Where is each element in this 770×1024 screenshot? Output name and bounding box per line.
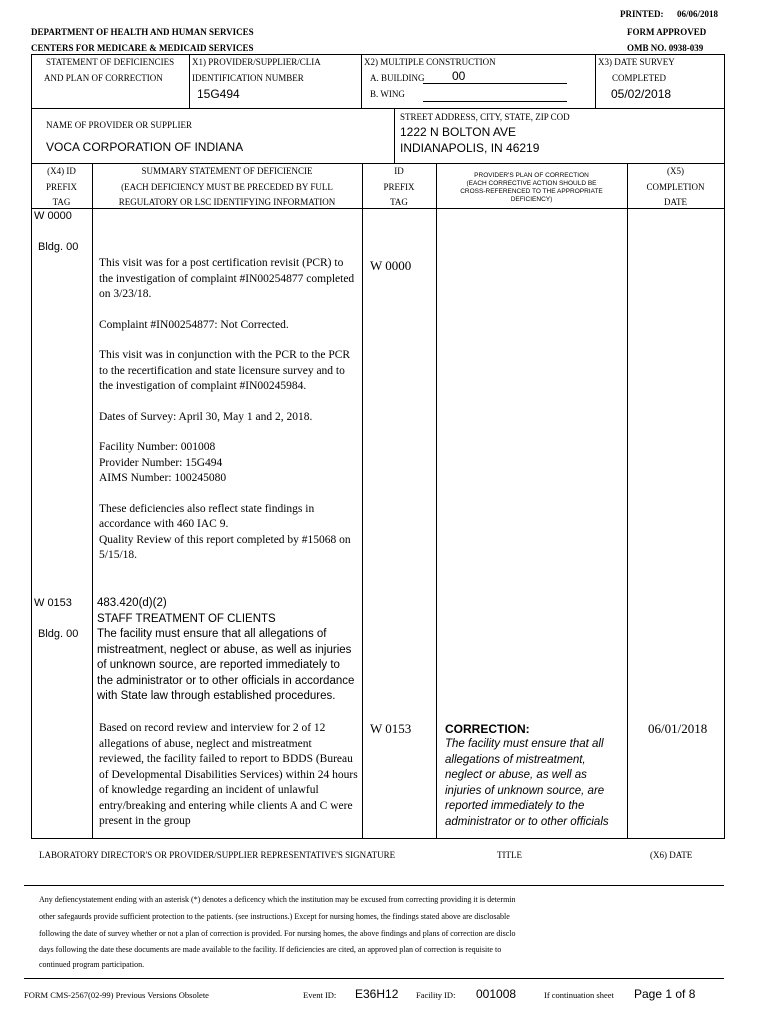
id-header-3: TAG bbox=[390, 197, 408, 207]
provider-name-label: NAME OF PROVIDER OR SUPPLIER bbox=[46, 120, 193, 130]
summary-w0000 bbox=[99, 256, 359, 579]
x5-header-1: (X5) bbox=[667, 166, 684, 176]
id-w0153: W 0153 bbox=[370, 721, 412, 736]
signature-label: LABORATORY DIRECTOR'S OR PROVIDER/SUPPLIER REPRESENTATIVE'S SIGNATURE bbox=[39, 850, 396, 860]
statement-label-1: STATEMENT OF DEFICIENCIES bbox=[46, 57, 175, 67]
disclaimer-line-2: other safegaurds provide sufficient protection to the patients. (see instructions.) Except for nursing homes, the findings stated above are disclosable bbox=[39, 912, 510, 921]
id-w0000: W 0000 bbox=[370, 258, 412, 273]
summary-header-3: REGULATORY OR LSC IDENTIFYING INFORMATION bbox=[118, 197, 336, 207]
regulation-title: STAFF TREATMENT OF CLIENTS bbox=[97, 612, 276, 625]
provider-number: Provider Number: 15G494 bbox=[99, 456, 223, 469]
x3-label-1: X3) DATE SURVEY bbox=[598, 57, 675, 67]
x1-label-2: IDENTIFICATION NUMBER bbox=[192, 73, 304, 83]
regulation-block bbox=[97, 596, 359, 705]
correction-text: The facility must ensure that all allegations of mistreatment, neglect or abuse, as well as injuries of unknown source, are reported immediately to the administrator or to other officials bbox=[445, 738, 609, 828]
dates-paragraph: Dates of Survey: April 30, May 1 and 2, 2018. bbox=[99, 410, 313, 423]
bldg-label-2: Bldg. 00 bbox=[38, 628, 79, 640]
complaint-paragraph: Complaint #IN00254877: Not Corrected. bbox=[99, 318, 289, 331]
disclaimer-line-5: continued program participation. bbox=[39, 960, 145, 969]
form-number: FORM CMS-2567(02-99) Previous Versions Obsolete bbox=[24, 990, 209, 1000]
pcr-paragraph: This visit was for a post certification revisit (PCR) to the investigation of complaint #IN00254877 completed on 3/23/18. bbox=[99, 257, 355, 300]
x1-label-1: X1) PROVIDER/SUPPLIER/CLIA bbox=[192, 57, 321, 67]
x2-label: X2) MULTIPLE CONSTRUCTION bbox=[364, 57, 496, 67]
title-label: TITLE bbox=[497, 850, 522, 860]
address-label: STREET ADDRESS, CITY, STATE, ZIP COD bbox=[400, 112, 570, 122]
quality-review-text: Quality Review of this report completed by #15068 on 5/15/18. bbox=[99, 533, 351, 561]
summary-header-1: SUMMARY STATEMENT OF DEFICIENCIE bbox=[141, 166, 313, 176]
x4-header-2: PREFIX bbox=[45, 182, 77, 192]
provider-name-value: VOCA CORPORATION OF INDIANA bbox=[46, 140, 244, 154]
x5-header-3: DATE bbox=[664, 197, 687, 207]
survey-date-value: 05/02/2018 bbox=[611, 87, 672, 101]
numbers-paragraph bbox=[99, 440, 359, 487]
aims-number: AIMS Number: 100245080 bbox=[99, 472, 227, 484]
x3-label-2: COMPLETED bbox=[612, 73, 666, 83]
provider-id-value: 15G494 bbox=[197, 87, 240, 101]
facility-number: Facility Number: 001008 bbox=[99, 441, 216, 453]
address-line-1: 1222 N BOLTON AVE bbox=[400, 125, 517, 139]
centers-name: CENTERS FOR MEDICARE & MEDICAID SERVICES bbox=[31, 43, 254, 53]
printed-label: PRINTED: bbox=[620, 9, 664, 19]
plan-header-2: (EACH CORRECTIVE ACTION SHOULD BE bbox=[466, 180, 597, 187]
omb-number: OMB NO. 0938-039 bbox=[627, 43, 704, 53]
x4-header-3: TAG bbox=[52, 197, 71, 207]
summary-header-2: (EACH DEFICIENCY MUST BE PRECEDED BY FULL bbox=[121, 182, 333, 192]
id-header-1: ID bbox=[394, 166, 404, 176]
building-label: A. BUILDING bbox=[370, 73, 425, 83]
bldg-label-1: Bldg. 00 bbox=[38, 241, 79, 253]
disclaimer-line-4: days following the date these documents are made available to the facility. If deficiencies are cited, an approved plan of correction is requisite to bbox=[39, 945, 502, 954]
regulation-text: The facility must ensure that all allegations of mistreatment, neglect or abuse, as well as injuries of unknown source, are reported immediately to the administrator or to other officials in accordance with State law through established procedures. bbox=[97, 628, 355, 702]
completion-date: 06/01/2018 bbox=[648, 721, 708, 736]
event-id-label: Event ID: bbox=[303, 990, 337, 1000]
id-header-2: PREFIX bbox=[383, 182, 415, 192]
disclaimer-line-1: Any defiencystatement ending with an asterisk (*) denotes a deficency which the institution may be excused from correcting providing it is determin bbox=[39, 895, 516, 904]
facility-id-value: 001008 bbox=[476, 987, 517, 1001]
finding-text: Based on record review and interview for 2 of 12 allegations of abuse, neglect and mistreatment reviewed, the facility failed to report to BDDS (Bureau of Developmental Disabilities Services) within 24 hours of knowledge regarding an incident of unlawful entry/breaking and entering while clients A and C were present in the group bbox=[99, 722, 358, 827]
plan-header-4: DEFICIENCY) bbox=[510, 196, 553, 203]
address-line-2: INDIANAPOLIS, IN 46219 bbox=[400, 141, 540, 155]
correction-label: CORRECTION: bbox=[445, 722, 530, 736]
department-name: DEPARTMENT OF HEALTH AND HUMAN SERVICES bbox=[31, 27, 254, 37]
state-findings-paragraph bbox=[99, 502, 359, 564]
building-value: 00 bbox=[452, 69, 466, 83]
x4-header-1: (X4) ID bbox=[47, 166, 76, 176]
continuation-label: If continuation sheet bbox=[544, 990, 614, 1000]
facility-id-label: Facility ID: bbox=[416, 990, 456, 1000]
tag-w0153: W 0153 bbox=[34, 597, 72, 609]
tag-w0000: W 0000 bbox=[34, 210, 72, 222]
statement-label-2: AND PLAN OF CORRECTION bbox=[44, 73, 163, 83]
x5-header-2: COMPLETION bbox=[646, 182, 705, 192]
disclaimer-line-3: following the date of survey whether or not a plan of correction is provided. For nursing homes, the above findings and plans of correction are disclo bbox=[39, 929, 516, 938]
wing-label: B. WING bbox=[370, 89, 405, 99]
form-approved: FORM APPROVED bbox=[627, 27, 707, 37]
printed-date: 06/06/2018 bbox=[677, 9, 719, 19]
page-number: Page 1 of 8 bbox=[634, 987, 696, 1001]
plan-header-3: CROSS-REFERENCED TO THE APPROPRIATE bbox=[460, 188, 603, 195]
conjunction-paragraph: This visit was in conjunction with the PCR to the PCR to the recertification and state licensure survey and to the investigation of complaint #IN00245984. bbox=[99, 349, 351, 392]
finding-block bbox=[99, 721, 359, 845]
regulation-number: 483.420(d)(2) bbox=[97, 597, 167, 609]
state-findings-text: These deficiencies also reflect state findings in accordance with 460 IAC 9. bbox=[99, 502, 315, 530]
plan-header-1: PROVIDER'S PLAN OF CORRECTION bbox=[474, 172, 589, 179]
event-id-value: E36H12 bbox=[355, 987, 399, 1001]
x6-date-label: (X6) DATE bbox=[650, 850, 693, 860]
